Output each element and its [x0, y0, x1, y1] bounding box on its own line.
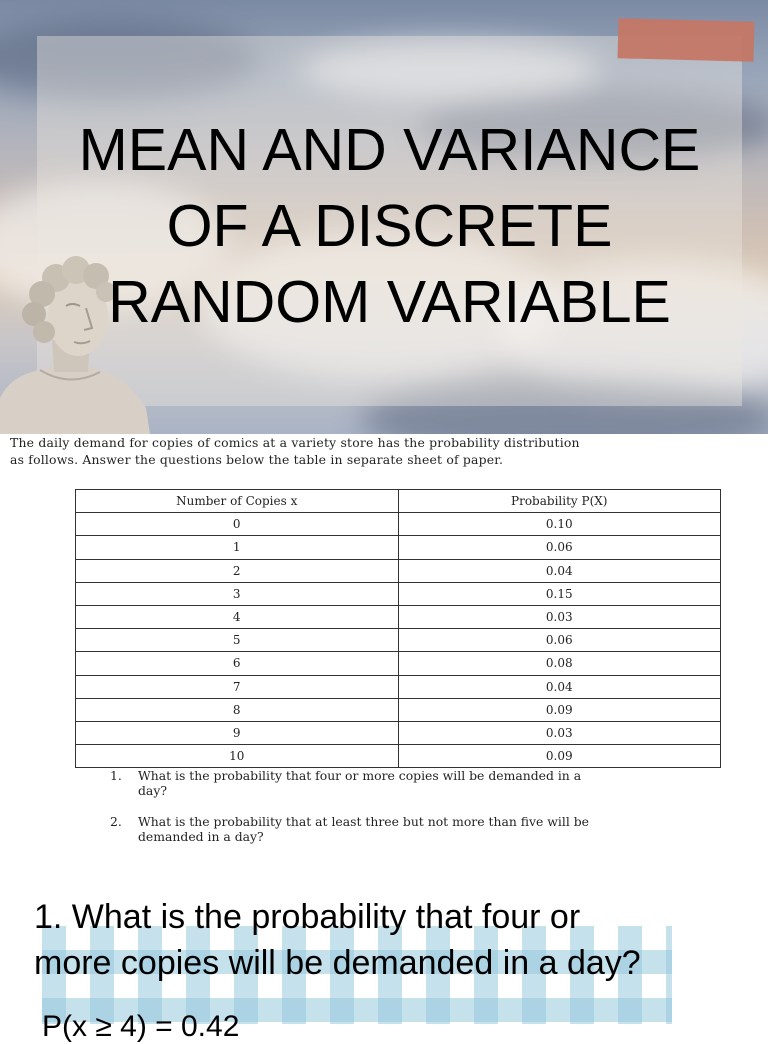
intro-paragraph — [10, 434, 740, 468]
cell-probability: 0.06 — [398, 629, 721, 652]
title-line: RANDOM VARIABLE — [108, 269, 671, 335]
answer-text: P(x ≥ 4) = 0.42 — [42, 1010, 240, 1043]
column-header-probability: Probability P(X) — [398, 490, 721, 513]
table-row — [76, 605, 721, 628]
cell-copies: 1 — [76, 536, 399, 559]
title-line: MEAN AND VARIANCE — [78, 117, 701, 183]
cell-probability: 0.09 — [398, 745, 721, 768]
intro-line: The daily demand for copies of comics at a variety store has the probability distribution — [10, 435, 580, 450]
table-row — [76, 536, 721, 559]
slide-title — [37, 112, 742, 340]
question-list — [110, 768, 730, 860]
question-line: day? — [138, 783, 167, 798]
cell-copies: 8 — [76, 698, 399, 721]
title-line: OF A DISCRETE — [166, 193, 613, 259]
cell-probability: 0.03 — [398, 605, 721, 628]
cell-probability: 0.04 — [398, 675, 721, 698]
cell-copies: 2 — [76, 559, 399, 582]
table-row — [76, 582, 721, 605]
question-text — [138, 768, 581, 798]
answer-question-line: 1. What is the probability that four or — [34, 898, 581, 936]
cell-probability: 0.15 — [398, 582, 721, 605]
table-header-row — [76, 490, 721, 513]
cell-copies: 0 — [76, 513, 399, 536]
cell-copies: 7 — [76, 675, 399, 698]
cell-probability: 0.09 — [398, 698, 721, 721]
question-number: 1. — [110, 768, 122, 783]
intro-line: as follows. Answer the questions below the table in separate sheet of paper. — [10, 452, 504, 467]
cell-copies: 10 — [76, 745, 399, 768]
cell-copies: 4 — [76, 605, 399, 628]
table-row — [76, 629, 721, 652]
table-row — [76, 721, 721, 744]
table-row — [76, 745, 721, 768]
tape-decoration — [617, 18, 754, 62]
cell-probability: 0.08 — [398, 652, 721, 675]
table-row — [76, 698, 721, 721]
question-line: What is the probability that at least three but not more than five will be — [138, 814, 589, 829]
answer-question-heading — [34, 894, 734, 986]
cell-copies: 3 — [76, 582, 399, 605]
question-number: 2. — [110, 814, 122, 829]
hero-banner — [0, 0, 768, 434]
question-text — [138, 814, 589, 844]
column-header-copies: Number of Copies x — [76, 490, 399, 513]
cell-copies: 6 — [76, 652, 399, 675]
table-row — [76, 559, 721, 582]
question-item — [110, 814, 730, 844]
cell-probability: 0.04 — [398, 559, 721, 582]
cell-copies: 5 — [76, 629, 399, 652]
table-row — [76, 652, 721, 675]
cell-probability: 0.06 — [398, 536, 721, 559]
question-line: What is the probability that four or more copies will be demanded in a — [138, 768, 582, 783]
question-line: demanded in a day? — [138, 829, 264, 844]
cell-probability: 0.03 — [398, 721, 721, 744]
answer-question-line: more copies will be demanded in a day? — [34, 944, 641, 982]
cell-probability: 0.10 — [398, 513, 721, 536]
probability-distribution-table — [75, 489, 721, 768]
table-row — [76, 513, 721, 536]
table-row — [76, 675, 721, 698]
question-item — [110, 768, 730, 798]
cell-copies: 9 — [76, 721, 399, 744]
